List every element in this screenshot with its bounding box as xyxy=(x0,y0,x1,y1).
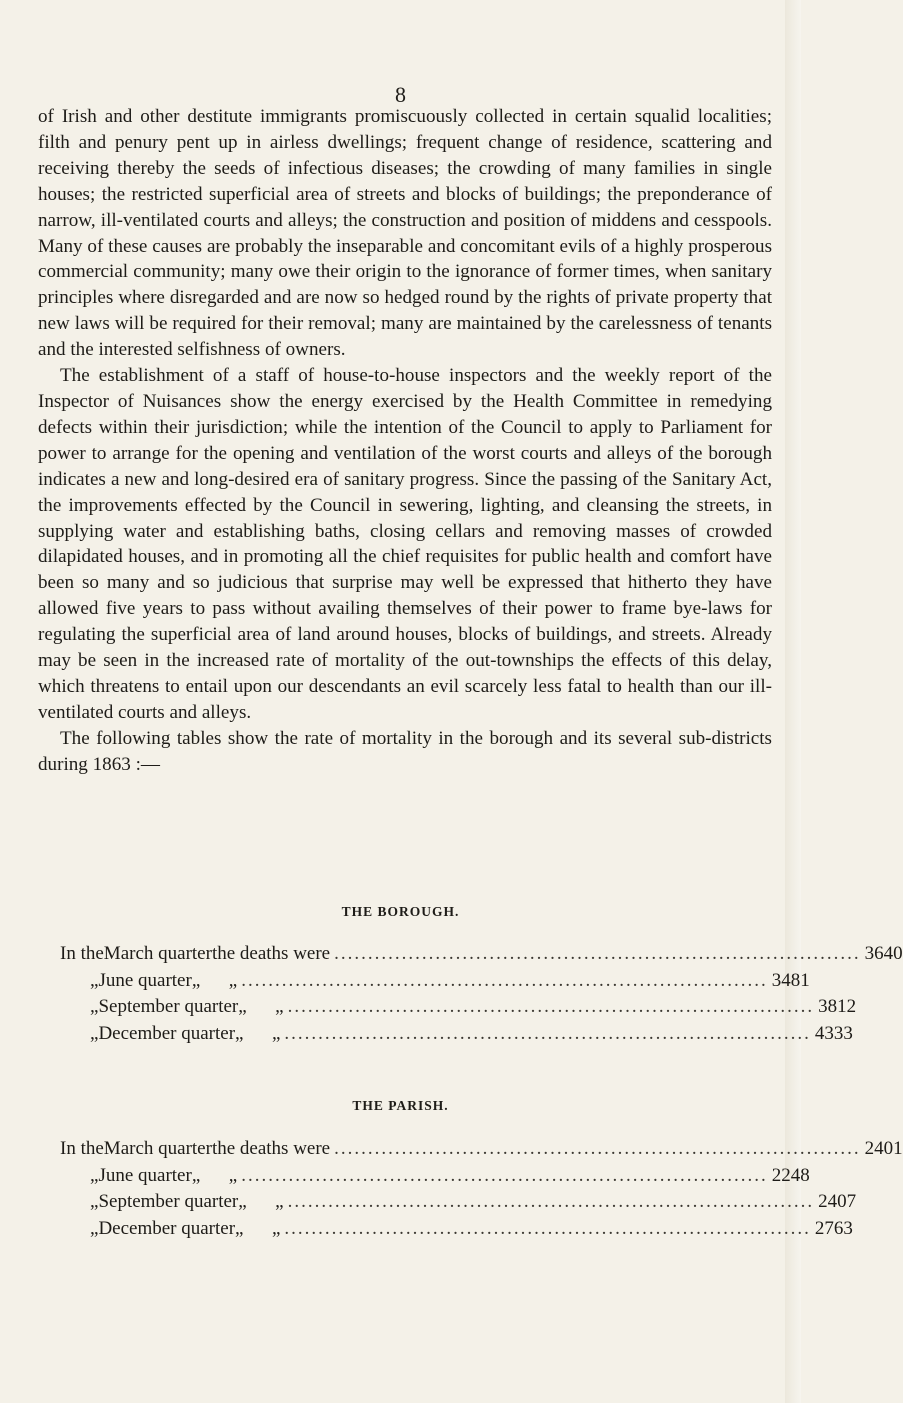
row-verb: „ „ xyxy=(191,969,238,991)
leader-dots: .............................................................................. xyxy=(287,996,815,1017)
borough-table-heading: THE BOROUGH. xyxy=(341,904,460,919)
row-verb: the deaths were xyxy=(211,943,331,964)
leader-dots: .............................................................................. xyxy=(334,1138,861,1159)
row-verb: „ „ xyxy=(235,1217,281,1239)
row-value: 2763 xyxy=(814,1217,853,1239)
row-value: 3812 xyxy=(818,996,857,1017)
row-verb: „ „ xyxy=(238,996,284,1017)
leader-dots: .............................................................................. xyxy=(287,1191,815,1212)
row-lead: „ xyxy=(90,1191,99,1212)
row-value: 4333 xyxy=(814,1022,853,1044)
leader-dots: .............................................................................. xyxy=(241,969,768,991)
row-value: 2248 xyxy=(771,1164,810,1186)
leader-dots: .............................................................................. xyxy=(334,943,861,964)
paragraph-2: The establishment of a staff of house-to-house inspectors and the weekly report of the Inspector of Nuisances show the energy exercised by the Health Committee in remedying defects within their jurisdiction; while the intention of the Council to apply to Parliament for power to arrange for the opening and ventilation of the worst courts and alleys of the borough indicates a new and long-desired era of sanitary progress. Since the passing of the Sanitary Act, the improvements effected by the Council in sewering, lighting, and cleansing the streets, in supplying water and establishing baths, closing cellars and removing masses of crowded dilapidated houses, and in promoting all the chief requisites for public health and comfort have been so many and so judicious that surprise may well be expressed that hitherto they have allowed five years to pass without availing themselves of their power to frame bye-laws for regulating the superficial area of land around houses, blocks of buildings, and streets. Already may be seen in the increased rate of mortality of the out-townships the effects of this delay, which threatens to entail upon our descendants an evil scarcely less fatal to health than our ill-ventilated courts and alleys. xyxy=(38,365,772,723)
row-quarter: March quarter xyxy=(103,943,212,964)
table-row xyxy=(60,968,810,995)
row-verb: „ „ xyxy=(191,1164,238,1186)
row-quarter: December quarter xyxy=(98,1217,236,1239)
row-value: 2401 xyxy=(864,1138,903,1159)
table-row xyxy=(60,1136,903,1163)
leader-dots: .............................................................................. xyxy=(284,1022,811,1044)
row-lead: „ xyxy=(90,1217,99,1239)
row-lead: „ xyxy=(90,1022,99,1044)
row-quarter: September quarter xyxy=(98,1191,239,1212)
row-lead: In the xyxy=(60,943,104,964)
row-lead: „ xyxy=(90,969,99,991)
borough-table xyxy=(60,941,903,1047)
row-verb: „ „ xyxy=(235,1022,281,1044)
parish-table-heading: THE PARISH. xyxy=(352,1098,449,1113)
page-number: 8 xyxy=(395,82,406,107)
leader-dots: .............................................................................. xyxy=(241,1164,768,1186)
row-verb: „ „ xyxy=(238,1191,284,1212)
leader-dots: .............................................................................. xyxy=(284,1217,811,1239)
row-lead: „ xyxy=(90,996,99,1017)
row-quarter: June quarter xyxy=(98,1164,192,1186)
row-lead: „ xyxy=(90,1164,99,1186)
parish-table xyxy=(60,1136,903,1242)
paragraph-1: of Irish and other destitute immigrants promiscuously collected in certain squalid localities; filth and penury pent up in airless dwellings; frequent change of residence, scattering and receiving thereby the seeds of infectious diseases; the crowding of many families in single houses; the restricted superficial area of streets and blocks of buildings; the preponderance of narrow, ill-ventilated courts and alleys; the construction and position of middens and cesspools. Many of these causes are probably the inseparable and concomitant evils of a highly prosperous commercial community; many owe their origin to the ignorance of former times, when sanitary principles where disregarded and are now so hedged round by the rights of private property that new laws will be required for their removal; many are maintained by the carelessness of tenants and the interested selfishness of owners. xyxy=(38,106,772,361)
row-value: 3481 xyxy=(771,969,810,991)
table-row xyxy=(60,994,857,1021)
row-quarter: March quarter xyxy=(103,1138,212,1159)
table-row xyxy=(60,1021,853,1048)
paragraph-3: The following tables show the rate of mortality in the borough and its several sub-districts during 1863 :— xyxy=(38,727,772,775)
row-quarter: June quarter xyxy=(98,969,192,991)
row-quarter: September quarter xyxy=(98,996,239,1017)
row-lead: In the xyxy=(60,1138,104,1159)
row-verb: the deaths were xyxy=(211,1138,331,1159)
table-row xyxy=(60,1189,857,1216)
row-value: 3640 xyxy=(864,943,903,964)
body-text xyxy=(38,104,772,778)
table-row xyxy=(60,941,903,968)
row-quarter: December quarter xyxy=(98,1022,236,1044)
row-value: 2407 xyxy=(818,1191,857,1212)
table-row xyxy=(60,1216,853,1243)
table-row xyxy=(60,1163,810,1190)
